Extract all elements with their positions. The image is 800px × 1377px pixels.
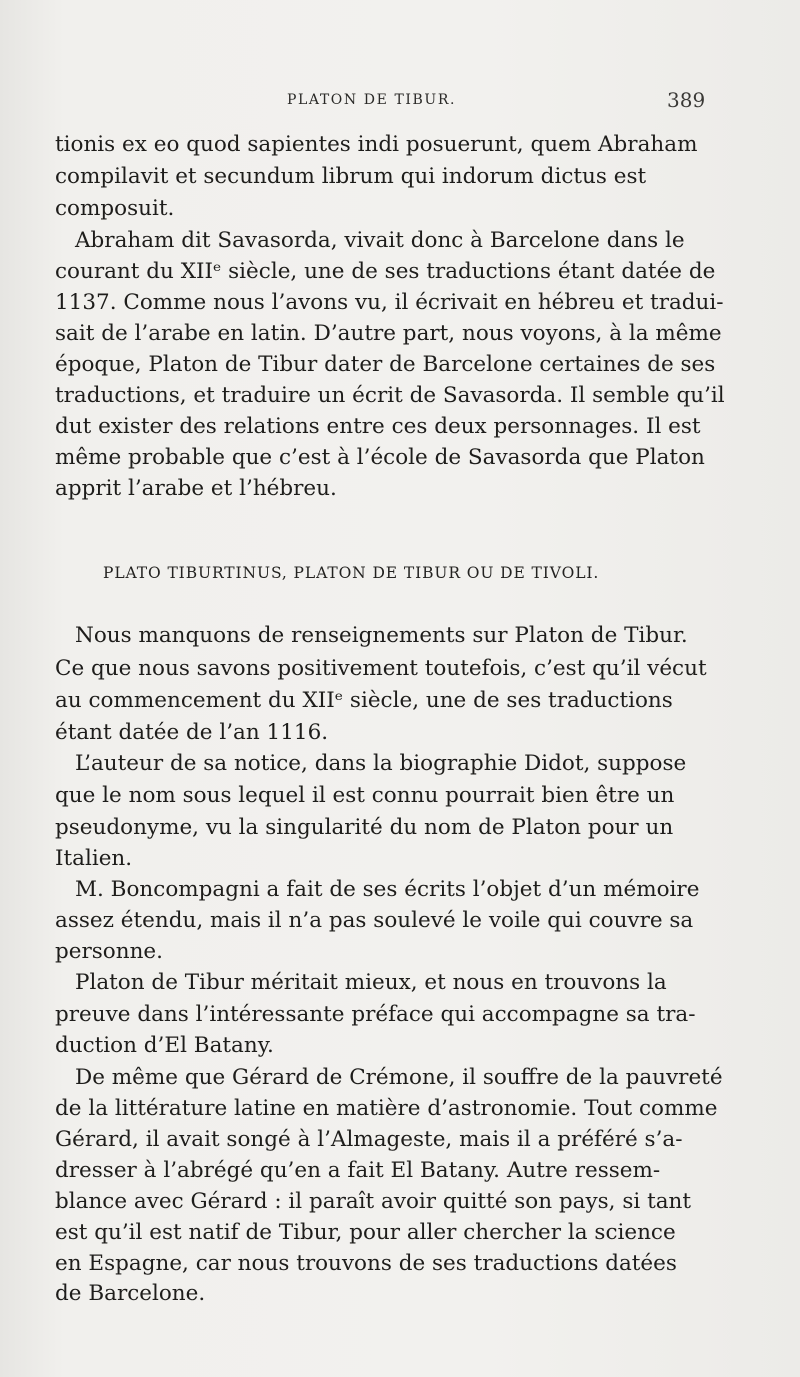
text-line [0, 256, 800, 288]
line-text: blance avec Gérard : il paraît avoir quitté son pays, si tant [55, 1189, 692, 1214]
line-text: étant datée de l’an 1116. [55, 720, 329, 745]
line-text: duction d’El Batany. [55, 1033, 274, 1058]
line-text: Gérard, il avait songé à l’Almageste, mais il a préféré s’a- [55, 1127, 683, 1152]
text-line [0, 161, 800, 193]
text-line [0, 380, 800, 412]
text-line [0, 318, 800, 350]
text-line [0, 1278, 800, 1310]
line-text: en Espagne, car nous trouvons de ses traductions datées [55, 1251, 677, 1276]
line-text: est qu’il est natif de Tibur, pour aller chercher la science [55, 1220, 676, 1245]
line-text: De même que Gérard de Crémone, il souffre de la pauvreté [75, 1065, 723, 1090]
line-text: tionis ex eo quod sapientes indi posuerunt, quem Abraham [55, 132, 698, 157]
line-text: assez étendu, mais il n’a pas soulevé le voile qui couvre sa [55, 908, 694, 933]
text-line [0, 442, 800, 474]
text-line [0, 1186, 800, 1218]
text-line [0, 999, 800, 1031]
text-line [0, 473, 800, 505]
line-text: Platon de Tibur méritait mieux, et nous en trouvons la [75, 970, 667, 995]
section-heading-text: PLATO TIBURTINUS, PLATON DE TIBUR OU DE TIVOLI. [103, 564, 600, 582]
text-line [0, 905, 800, 937]
text-line [0, 780, 800, 812]
running-header [0, 88, 800, 112]
text-line [0, 1030, 800, 1062]
text-line [0, 1124, 800, 1156]
line-text: de la littérature latine en matière d’astronomie. Tout comme [55, 1096, 718, 1121]
line-text: traductions, et traduire un écrit de Savasorda. Il semble qu’il [55, 383, 725, 408]
line-text: compilavit et secundum librum qui indorum dictus est [55, 164, 647, 189]
line-text: Abraham dit Savasorda, vivait donc à Barcelone dans le [75, 228, 685, 253]
line-text: M. Boncompagni a fait de ses écrits l’objet d’un mémoire [75, 877, 700, 902]
line-text: 1137. Comme nous l’avons vu, il écrivait en hébreu et tradui- [55, 290, 724, 315]
line-text: courant du XIIᵉ siècle, une de ses traductions étant datée de [55, 259, 716, 284]
running-title: PLATON DE TIBUR. [287, 92, 457, 108]
text-line [0, 843, 800, 875]
text-line [0, 1217, 800, 1249]
text-line [0, 287, 800, 319]
line-text: pseudonyme, vu la singularité du nom de Platon pour un [55, 815, 674, 840]
line-text: composuit. [55, 196, 175, 221]
text-line [0, 411, 800, 443]
text-line [0, 812, 800, 844]
text-line [0, 129, 800, 161]
text-line [0, 874, 800, 906]
text-line [0, 1093, 800, 1125]
text-line [0, 1248, 800, 1280]
line-text: personne. [55, 939, 163, 964]
line-text: dresser à l’abrégé qu’en a fait El Batany. Autre ressem- [55, 1158, 661, 1183]
line-text: au commencement du XIIᵉ siècle, une de ses traductions [55, 688, 673, 713]
text-line [0, 620, 800, 652]
text-line [0, 349, 800, 381]
line-text: apprit l’arabe et l’hébreu. [55, 476, 337, 501]
line-text: sait de l’arabe en latin. D’autre part, nous voyons, à la même [55, 321, 722, 346]
text-line [0, 967, 800, 999]
text-line [0, 225, 800, 257]
line-text: Ce que nous savons positivement toutefois, c’est qu’il vécut [55, 656, 707, 681]
text-line [0, 936, 800, 968]
section-heading [0, 562, 800, 588]
line-text: Italien. [55, 846, 133, 871]
line-text: dut exister des relations entre ces deux personnages. Il est [55, 414, 701, 439]
line-text: de Barcelone. [55, 1281, 206, 1306]
text-line [0, 193, 800, 225]
line-text: preuve dans l’intéressante préface qui accompagne sa tra- [55, 1002, 696, 1027]
line-text: même probable que c’est à l’école de Savasorda que Platon [55, 445, 705, 470]
text-line [0, 717, 800, 749]
text-line [0, 1062, 800, 1094]
line-text: L’auteur de sa notice, dans la biographie Didot, suppose [75, 751, 687, 776]
page-number: 389 [667, 88, 706, 112]
text-line [0, 748, 800, 780]
text-line [0, 685, 800, 717]
line-text: Nous manquons de renseignements sur Platon de Tibur. [75, 623, 688, 648]
line-text: que le nom sous lequel il est connu pourrait bien être un [55, 783, 675, 808]
line-text: époque, Platon de Tibur dater de Barcelone certaines de ses [55, 352, 716, 377]
text-line [0, 653, 800, 685]
text-line [0, 1155, 800, 1187]
